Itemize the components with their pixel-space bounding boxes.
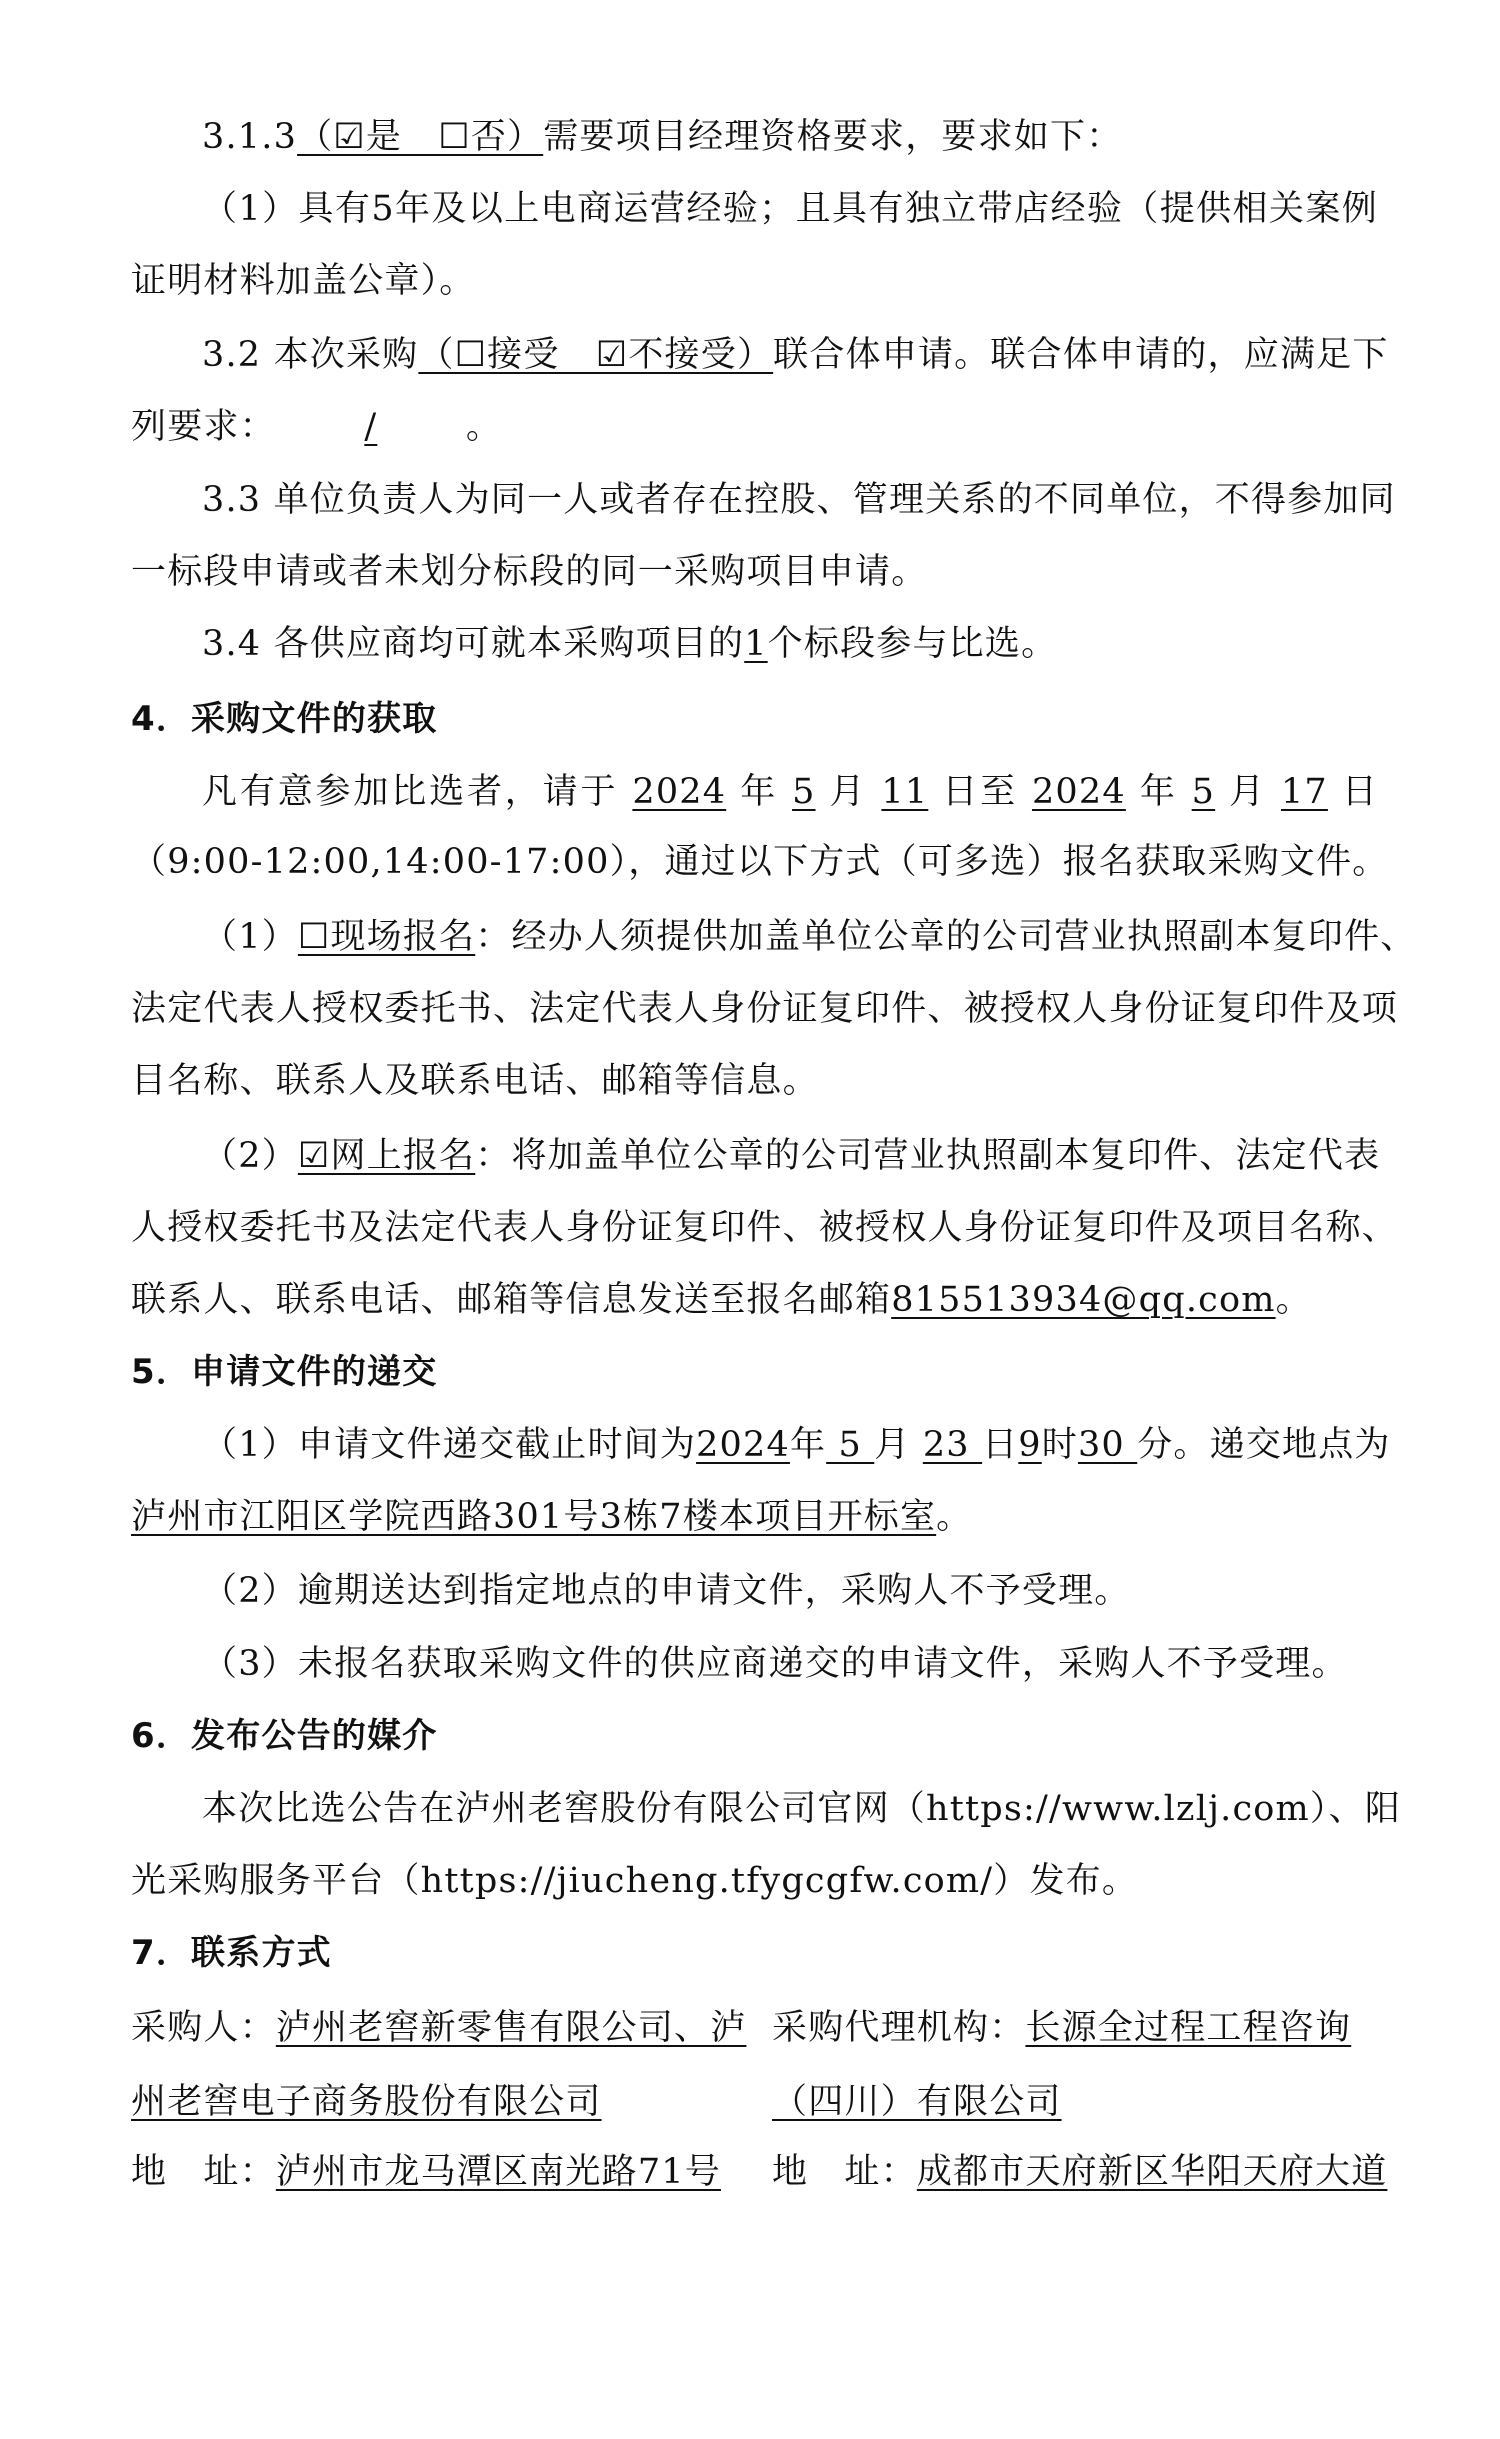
text: 月 (1229, 772, 1267, 812)
clause-3-4 (202, 622, 1452, 666)
deadline-minute: 30 (1077, 1425, 1138, 1465)
text: 年 (789, 1425, 827, 1465)
section-4-para-line1 (202, 770, 1378, 814)
clause-3-2-line2 (131, 405, 1381, 449)
clause-text: 个标段参与比选。 (767, 624, 1058, 664)
text: 日至 (942, 772, 1018, 812)
late-submission-rule: （2）逾期送达到指定地点的申请文件，采购人不予受理。 (202, 1571, 1131, 1611)
online-registration-line1 (202, 1134, 1452, 1178)
address-label: 地 址： (131, 2152, 276, 2192)
start-day: 11 (881, 772, 929, 812)
yes-no-checkbox-group[interactable]: （☑是 ☐否） (297, 117, 544, 157)
submission-address-line (131, 1495, 1381, 1539)
requirement-1-line2: 证明材料加盖公章）。 (131, 261, 476, 301)
lot-count: 1 (744, 624, 768, 664)
consortium-checkbox-group[interactable]: （☐接受 ☑不接受） (418, 335, 774, 375)
period: 。 (465, 407, 503, 447)
end-day: 17 (1280, 772, 1328, 812)
text: 年 (1139, 772, 1178, 812)
period: 。 (936, 1497, 973, 1537)
clause-3-3-line1: 3.3 单位负责人为同一人或者存在控股、管理关系的不同单位，不得参加同 (202, 480, 1396, 520)
section-5-heading: 5．申请文件的递交 (131, 1352, 438, 1392)
item-number: （2） (202, 1136, 298, 1176)
onsite-registration-checkbox[interactable]: ☐现场报名 (297, 917, 476, 957)
purchaser-line2 (131, 2080, 602, 2124)
purchaser-address-line (131, 2150, 721, 2194)
clause-text: 需要项目经理资格要求，要求如下： (543, 117, 1123, 157)
blank-field: / (364, 407, 378, 447)
unregistered-submission-rule: （3）未报名获取采购文件的供应商递交的申请文件，采购人不予受理。 (202, 1644, 1348, 1684)
online-registration-line3 (131, 1278, 1381, 1322)
onsite-registration-line2: 法定代表人授权委托书、法定代表人身份证复印件、被授权人身份证复印件及项 (131, 989, 1399, 1029)
address-label: 地 址： (772, 2152, 917, 2192)
text: 时 (1041, 1425, 1078, 1465)
submission-deadline-line1 (202, 1423, 1452, 1467)
section-6-heading: 6．发布公告的媒介 (131, 1716, 438, 1756)
item-number: （1） (202, 917, 298, 957)
media-line2: 光采购服务平台（https://jiucheng.tfygcgfw.com/）发布。 (131, 1861, 1139, 1901)
purchaser-address: 泸州市龙马潭区南光路71号 (275, 2152, 721, 2192)
start-month: 5 (792, 772, 816, 812)
start-year: 2024 (632, 772, 727, 812)
section-4-heading: 4．采购文件的获取 (131, 699, 438, 739)
online-registration-line2: 人授权委托书及法定代表人身份证复印件、被授权人身份证复印件及项目名称、 (131, 1208, 1399, 1248)
text: ：将加盖单位公章的公司营业执照副本复印件、法定代表 (475, 1136, 1381, 1176)
onsite-registration-line1 (202, 915, 1452, 959)
online-registration-checkbox[interactable]: ☑网上报名 (297, 1136, 476, 1176)
deadline-year: 2024 (696, 1425, 790, 1465)
agency-name: 长源全过程工程咨询 (1025, 2008, 1352, 2048)
agency-address: 成都市天府新区华阳天府大道 (916, 2152, 1388, 2192)
deadline-day: 23 (922, 1425, 983, 1465)
text: 分。递交地点为 (1137, 1425, 1391, 1465)
purchaser-name-cont: 州老窖电子商务股份有限公司 (131, 2082, 602, 2122)
text: 日 (982, 1425, 1019, 1465)
clause-text: 3.2 本次采购 (202, 335, 419, 375)
text: 年 (740, 772, 779, 812)
agency-label: 采购代理机构： (772, 2008, 1026, 2048)
clause-text: 联合体申请。联合体申请的，应满足下 (773, 335, 1389, 375)
submission-address: 泸州市江阳区学院西路301号3栋7楼本项目开标室 (131, 1497, 937, 1537)
clause-text: 列要求： (131, 407, 276, 447)
text: 日 (1341, 772, 1379, 812)
section-4-para-line2: （9:00-12:00,14:00-17:00），通过以下方式（可多选）报名获取采购文件。 (131, 842, 1389, 882)
agency-line2 (772, 2080, 1062, 2124)
media-line1: 本次比选公告在泸州老窖股份有限公司官网（https://www.lzlj.com）、阳 (202, 1789, 1402, 1829)
text: 凡有意参加比选者，请于 (202, 772, 619, 812)
deadline-hour: 9 (1018, 1425, 1042, 1465)
clause-text: 3.4 各供应商均可就本采购项目的 (202, 624, 745, 664)
text: 联系人、联系电话、邮箱等信息发送至报名邮箱 (131, 1280, 892, 1320)
onsite-registration-line3: 目名称、联系人及联系电话、邮箱等信息。 (131, 1061, 819, 1101)
purchaser-name: 泸州老窖新零售有限公司、泸 (275, 2008, 747, 2048)
requirement-1-line1: （1）具有5年及以上电商运营经验；且具有独立带店经验（提供相关案例 (202, 189, 1378, 229)
clause-number: 3.1.3 (202, 117, 298, 157)
section-7-heading: 7．联系方式 (131, 1933, 332, 1973)
clause-3-3-line2: 一标段申请或者未划分标段的同一采购项目申请。 (131, 552, 928, 592)
text: （1）申请文件递交截止时间为 (202, 1425, 697, 1465)
agency-address-line (772, 2150, 1387, 2194)
registration-email-link[interactable]: 815513934@qq.com (891, 1280, 1276, 1320)
purchaser-line1 (131, 2006, 746, 2050)
agency-name-cont: （四川）有限公司 (772, 2082, 1062, 2122)
purchaser-label: 采购人： (131, 2008, 276, 2048)
deadline-month: 5 (826, 1425, 875, 1465)
agency-line1 (772, 2006, 1351, 2050)
clause-3-2 (202, 333, 1452, 377)
text: ：经办人须提供加盖单位公章的公司营业执照副本复印件、 (475, 917, 1417, 957)
text: 月 (874, 1425, 923, 1465)
text: 月 (829, 772, 868, 812)
end-month: 5 (1191, 772, 1216, 812)
end-year: 2024 (1031, 772, 1126, 812)
clause-3-1-3 (202, 115, 1452, 159)
period: 。 (1275, 1280, 1312, 1320)
